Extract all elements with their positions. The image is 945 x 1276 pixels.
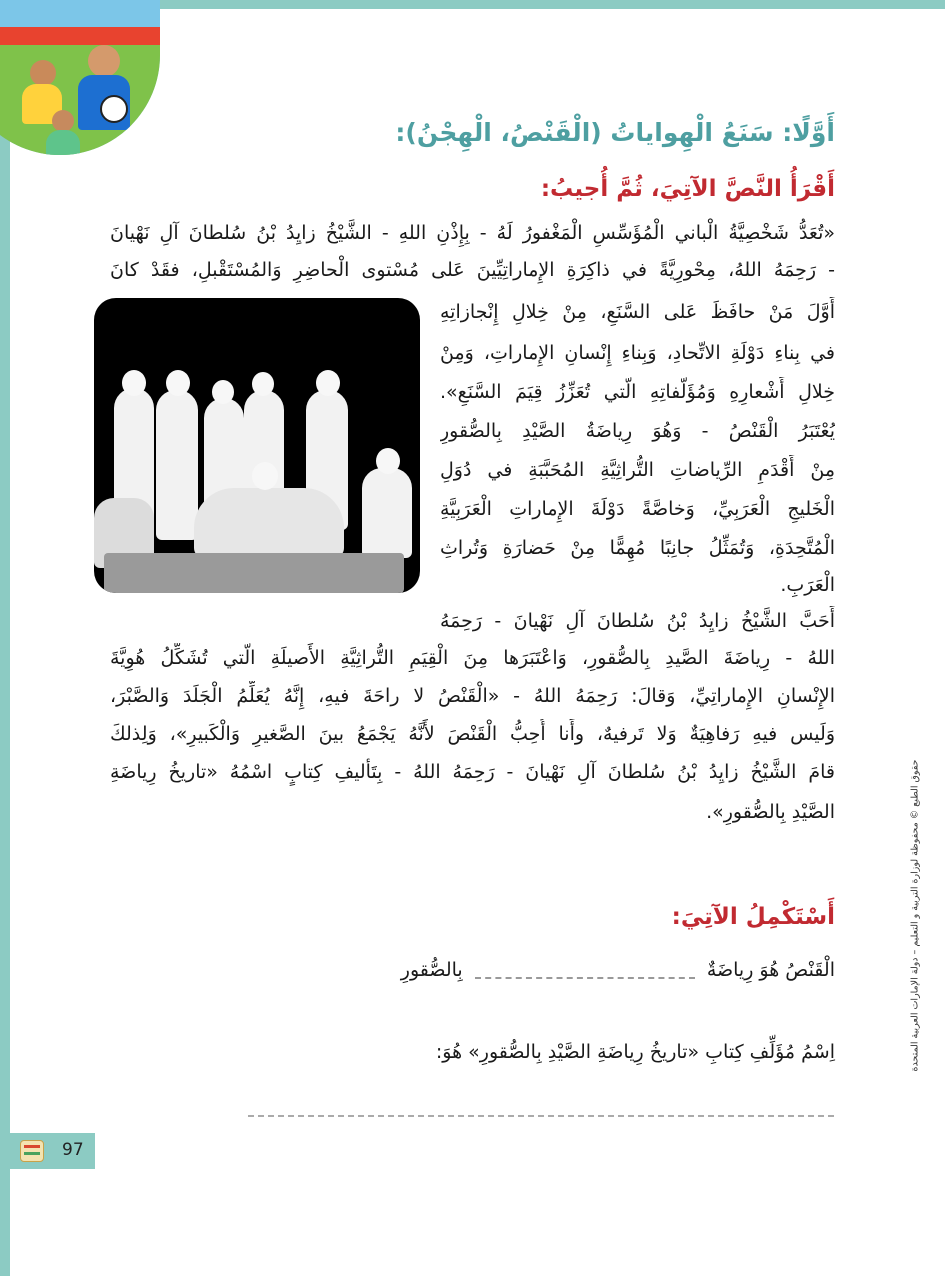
passage-line: أَحَبَّ الشَّيْخُ زايِدُ بْنُ سُلطانَ آلِ نَهْيانَ - رَحِمَهُ [440, 610, 835, 632]
passage-line: يُعْتَبَرُ الْقَنْصُ - وَهُوَ رِياضَةُ الصَّيْدِ بِالصُّقورِ [440, 420, 835, 442]
child-head [30, 60, 56, 86]
complete-exercise-title: أَسْتَكْمِلُ الآتِيَ: [671, 904, 835, 930]
football [100, 95, 128, 123]
figure-head [212, 380, 234, 404]
answer-blank[interactable] [475, 963, 695, 979]
carpet [104, 553, 404, 593]
section-title: أَوَّلًا: سَنَعُ الْهِواياتُ (الْقَنْصُ، الْهِجْنُ): [395, 118, 835, 147]
question-1-end: بِالصُّقورِ [400, 959, 463, 981]
seated-figure [194, 488, 344, 558]
passage-line: أَوَّلَ مَنْ حافَظَ عَلى السَّنَعِ، مِنْ خِلالِ إِنْجازاتِهِ [440, 301, 835, 323]
figure-head [252, 372, 274, 396]
passage-line: - رَحِمَهُ اللهُ، مِحْورِيَّةً في ذاكِرَةِ الإِماراتِيِّينَ عَلى مُسْتوى الْحاضِرِ وَالمُسْتَقْبلِ، فقَدْ كانَ [110, 259, 835, 281]
reading-instruction: أَقْرَأُ النَّصَّ الآتِيَ، ثُمَّ أُجيبُ: [540, 176, 835, 202]
passage-line: «تُعَدُّ شَخْصِيَّةُ الْباني الْمُؤَسِّسِ الْمَغْفورُ لَهُ - بِإِذْنِ اللهِ - الشَّيْخُ زايِدُ بْنُ سُلطانَ آلِ نَهْيانَ [110, 222, 835, 244]
passage-line: الصَّيْدِ بِالصُّقورِ». [706, 801, 835, 823]
figure-head [252, 462, 278, 490]
passage-line: قامَ الشَّيْخُ زايِدُ بْنُ سُلطانَ آلِ نَهْيانَ - رَحِمَهُ اللهُ - بِتَأْليفِ كِتابٍ اسْمُهُ «تاريخُ رِياضَةِ [110, 761, 835, 783]
passage-line: وَلَيس فيهِ رَفاهِيَةٌ وَلا تَرفيهٌ، وأَنا أُحِبُّ الْقَنْصَ لأَنَّهُ يَجْمَعُ بينَ الصَّغيرِ وَالْكَبيرِ»، وَلِذلكَ [110, 723, 835, 745]
sheikh-zayed-falconry-photo [94, 298, 420, 593]
seated-figure [362, 468, 412, 558]
passage-line: الإِنْسانِ الإِماراتِيِّ، وَقالَ: رَحِمَهُ اللهُ - «الْقَنْصُ لا راحَةَ فيهِ، إِنَّهُ يُعَلِّمُ الْجَلَدَ وَالصَّبْرَ، [110, 685, 835, 707]
standing-figure [156, 390, 198, 540]
figure-head [376, 448, 400, 474]
passage-line: مِنْ أَقْدَمِ الرِّياضاتِ التُّراثِيَّةِ المُحَبَّبَةِ في دُوَلِ [440, 459, 835, 481]
question-1-start: الْقَنْصُ هُوَ رِياضَةٌ [706, 959, 835, 981]
child-head [88, 45, 120, 77]
child-shirt [46, 130, 80, 155]
passage-line: اللهُ - رِياضَةَ الصَّيدِ بِالصُّقورِ، وَاعْتَبَرَها مِنَ الْقِيَمِ التُّراثِيَّةِ الأَصيلَةِ الَّتي تُشَكِّلُ هُوِيَّةَ [110, 647, 835, 669]
passage-line: الْعَرَبِ. [780, 574, 835, 596]
child-head [52, 110, 74, 132]
passage-line: الْمُتَّحِدَةِ، وَتُمَثِّلُ جانِبًا مُهِمًّا مِنْ حَضارَةِ وَتُراثِ [440, 537, 835, 559]
figure-head [122, 370, 146, 396]
copyright-note [905, 760, 925, 1080]
figure-head [166, 370, 190, 396]
page-number: 97 [62, 1140, 84, 1160]
left-color-band [0, 0, 10, 1276]
passage-line: الْخَليجِ الْعَرَبِيِّ، وَخاصَّةً دَوْلَةَ الإِماراتِ الْعَرَبِيَّةِ [440, 498, 835, 520]
answer-line[interactable] [248, 1115, 834, 1117]
question-1 [401, 955, 835, 985]
top-color-band [140, 0, 945, 9]
figure-head [316, 370, 340, 396]
ministry-logo-icon [20, 1140, 44, 1162]
question-2: اِسْمُ مُؤَلِّفِ كِتابِ «تاريخُ رِياضَةِ الصَّيْدِ بِالصُّقورِ» هُوَ: [435, 1041, 835, 1063]
passage-line: في بِناءِ دَوْلَةِ الاتِّحادِ، وَبِناءِ إِنْسانِ الإِماراتِ، وَمِنْ [440, 342, 835, 364]
copyright-text: حقوق الطبع © محفوظة لوزارة التربية و التعليم – دولة الإمارات العربية المتحدة [909, 759, 921, 1072]
passage-line: خِلالِ أَشْعارِهِ وَمُؤَلَّفاتِهِ الَّتي تُعَزِّزُ قِيَمَ السَّنَعِ». [440, 381, 835, 403]
stadium-stripe [0, 27, 160, 45]
